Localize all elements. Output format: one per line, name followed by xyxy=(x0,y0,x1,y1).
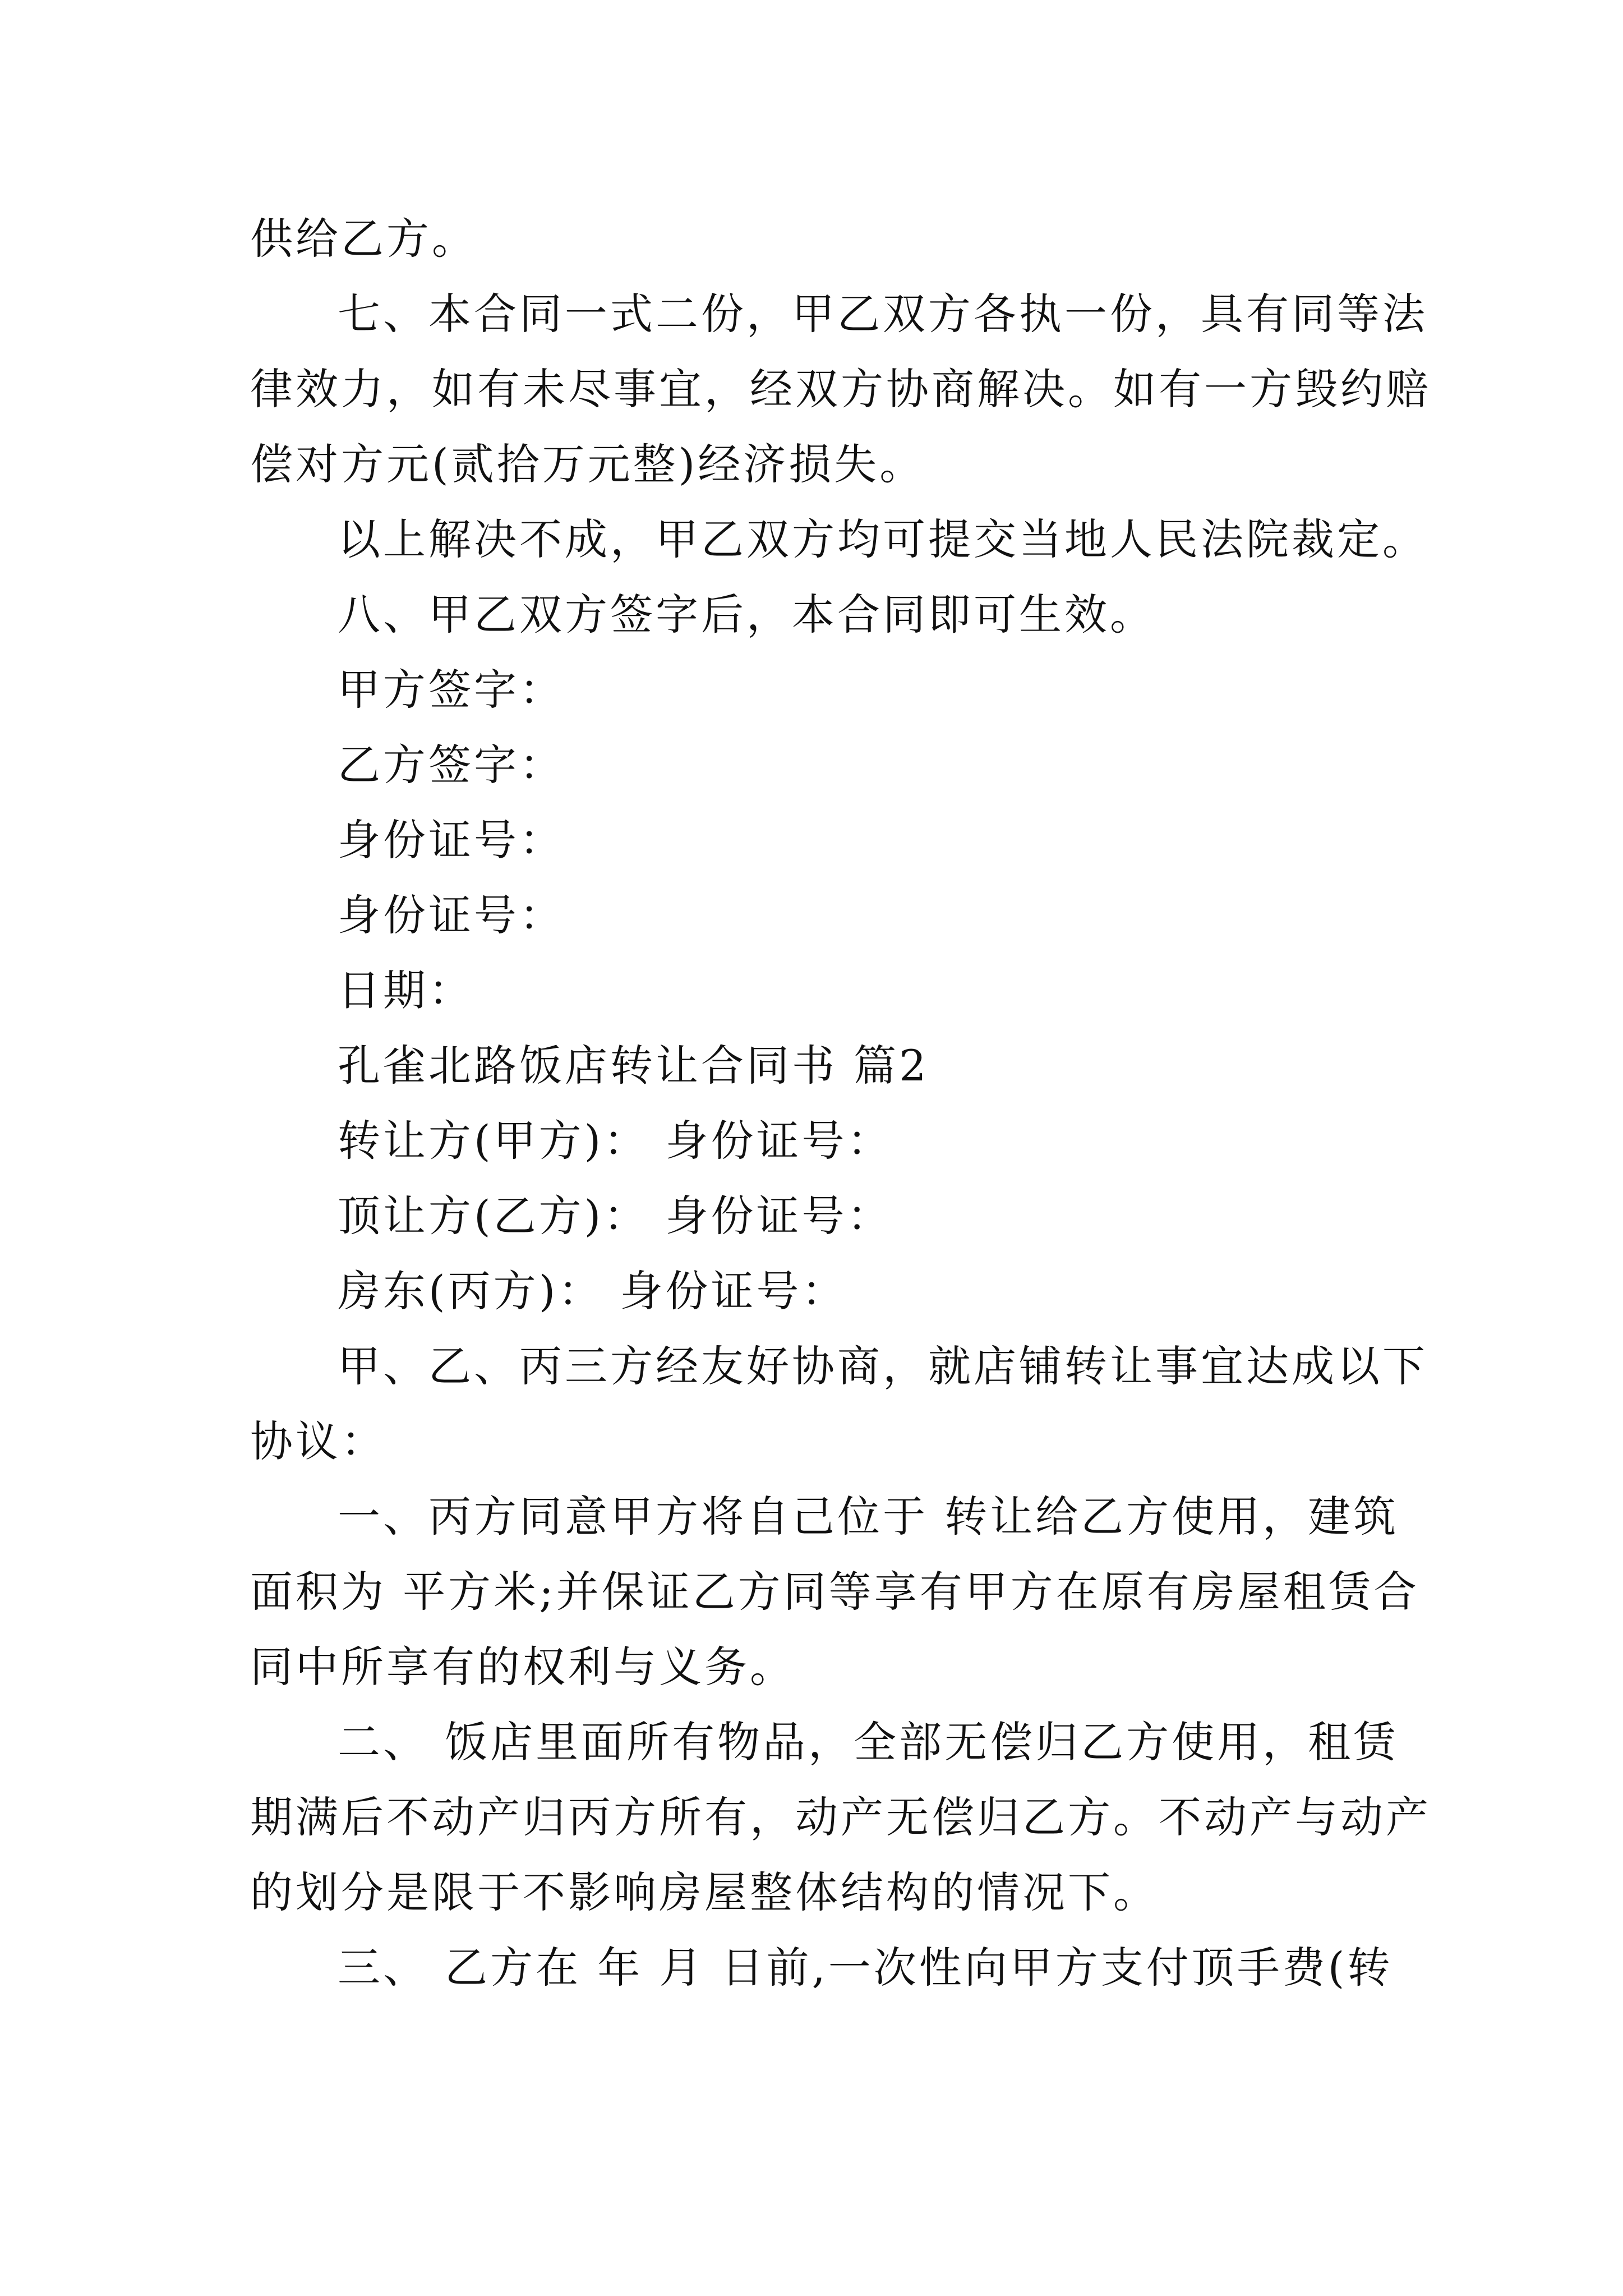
clause-7-line-1: 七、本合同一式二份，甲乙双方各执一份，具有同等法 xyxy=(338,289,1428,339)
landlord-line: 房东(丙方)： 身份证号： xyxy=(338,1266,847,1316)
agreement-intro-line-2: 协议： xyxy=(250,1416,386,1466)
clause-7-line-2: 律效力，如有未尽事宜，经双方协商解决。如有一方毁约赔 xyxy=(250,364,1431,414)
clause-3-line-1: 三、 乙方在 年 月 日前,一次性向甲方支付顶手费(转 xyxy=(338,1943,1393,1993)
id-number-label-2: 身份证号： xyxy=(338,890,565,940)
clause-1-line-2: 面积为 平方米;并保证乙方同等享有甲方在原有房屋租赁合 xyxy=(250,1567,1419,1617)
clause-2-line-3: 的划分是限于不影响房屋整体结构的情况下。 xyxy=(250,1867,1159,1917)
clause-2-line-2: 期满后不动产归丙方所有，动产无偿归乙方。不动产与动产 xyxy=(250,1792,1431,1842)
party-b-signature-label: 乙方签字： xyxy=(338,740,565,790)
clause-1-line-1: 一、丙方同意甲方将自己位于 转让给乙方使用，建筑 xyxy=(338,1492,1399,1542)
dispute-line: 以上解决不成，甲乙双方均可提交当地人民法院裁定。 xyxy=(338,514,1428,564)
text-line-1: 供给乙方。 xyxy=(250,214,477,264)
clause-8-line: 八、甲乙双方签字后，本合同即可生效。 xyxy=(338,590,1155,639)
transferee-line: 顶让方(乙方)： 身份证号： xyxy=(338,1191,893,1241)
clause-7-line-3: 偿对方元(贰拾万元整)经济损失。 xyxy=(250,439,925,489)
date-label: 日期： xyxy=(338,965,474,1015)
transferor-line: 转让方(甲方)： 身份证号： xyxy=(338,1116,893,1166)
clause-1-line-3: 同中所享有的权利与义务。 xyxy=(250,1642,795,1692)
id-number-label-1: 身份证号： xyxy=(338,815,565,865)
clause-2-line-1: 二、 饭店里面所有物品，全部无偿归乙方使用，租赁 xyxy=(338,1717,1399,1767)
party-a-signature-label: 甲方签字： xyxy=(338,665,565,715)
section-title: 孔雀北路饭店转让合同书 篇2 xyxy=(338,1041,929,1091)
agreement-intro-line-1: 甲、乙、丙三方经友好协商，就店铺转让事宜达成以下 xyxy=(338,1341,1428,1391)
